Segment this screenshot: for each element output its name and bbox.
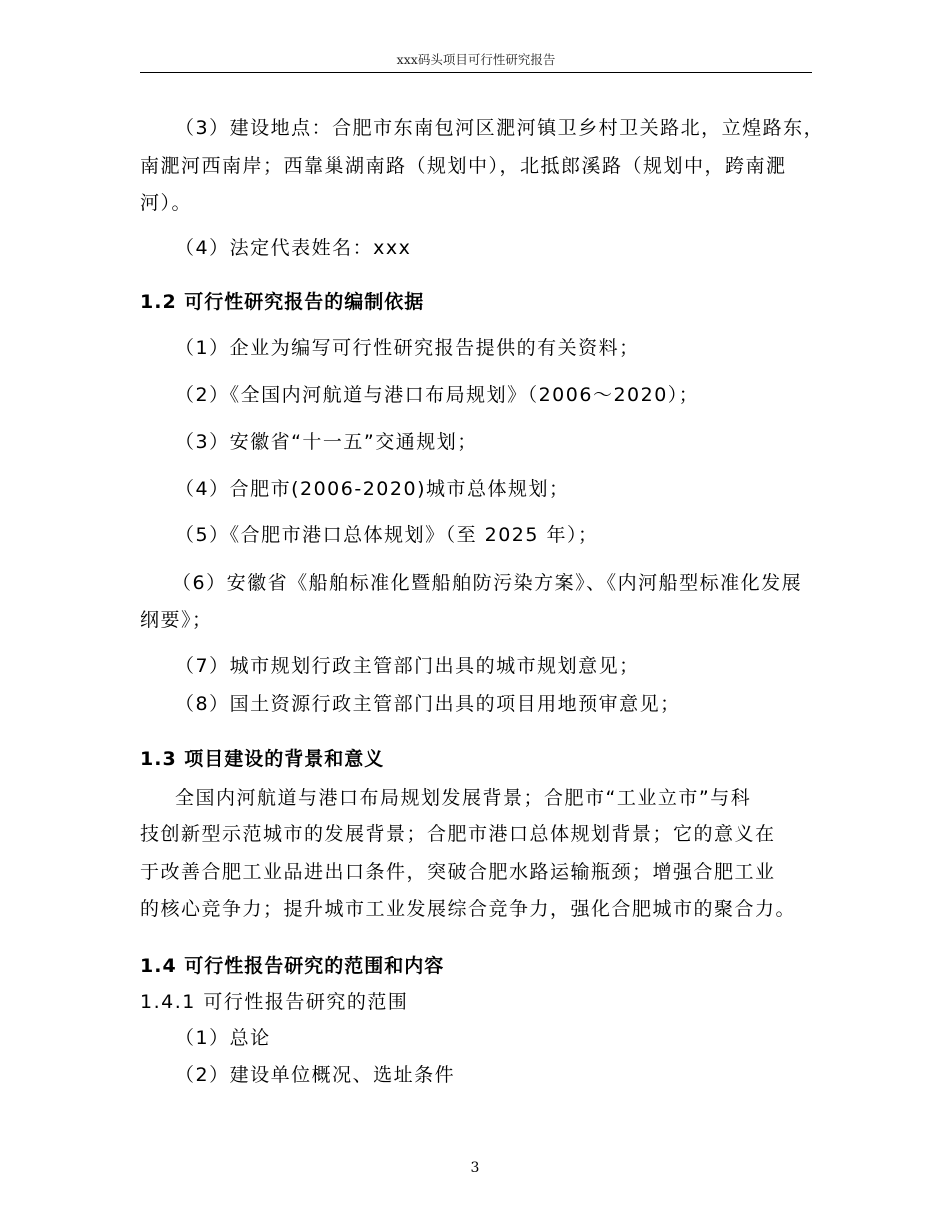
- heading-1-4: 1.4 可行性报告研究的范围和内容: [140, 955, 445, 977]
- background-line-1: 全国内河航道与港口布局规划发展背景；合肥市“工业立市”与科: [175, 787, 752, 809]
- heading-1-3: 1.3 项目建设的背景和意义: [140, 748, 385, 770]
- scope-item-1: （1）总论: [175, 1027, 271, 1049]
- basis-item-4: （4）合肥市(2006-2020)城市总体规划；: [175, 478, 570, 500]
- background-line-4: 的核心竞争力；提升城市工业发展综合竞争力，强化合肥城市的聚合力。: [140, 898, 797, 920]
- legal-rep: （4）法定代表姓名：xxx: [175, 237, 412, 259]
- basis-item-6-line-1: （6）安徽省《船舶标准化暨船舶防污染方案》、《内河船型标准化发展: [172, 572, 803, 594]
- basis-item-1: （1）企业为编写可行性研究报告提供的有关资料；: [175, 337, 640, 359]
- location-line-1: （3）建设地点：合肥市东南包河区淝河镇卫乡村卫关路北，立煌路东，: [175, 117, 825, 139]
- basis-item-2: （2）《全国内河航道与港口布局规划》（2006～2020）；: [175, 384, 700, 406]
- background-line-3: 于改善合肥工业品进出口条件，突破合肥水路运输瓶颈；增强合肥工业: [140, 861, 776, 883]
- basis-item-7: （7）城市规划行政主管部门出具的城市规划意见；: [175, 655, 640, 677]
- basis-item-3: （3）安徽省“十一五”交通规划；: [175, 431, 478, 453]
- header-rule: [140, 72, 812, 73]
- basis-item-6-line-2: 纲要》；: [140, 609, 213, 631]
- location-line-2: 南淝河西南岸；西靠巢湖南路（规划中），北抵郎溪路（规划中，跨南淝: [140, 155, 787, 177]
- heading-1-4-1: 1.4.1 可行性报告研究的范围: [140, 991, 409, 1013]
- location-line-3: 河）。: [140, 192, 193, 214]
- running-header: xxx码头项目可行性研究报告: [396, 52, 556, 67]
- background-line-2: 技创新型示范城市的发展背景；合肥市港口总体规划背景；它的意义在: [140, 823, 776, 845]
- basis-item-8: （8）国土资源行政主管部门出具的项目用地预审意见；: [175, 693, 681, 715]
- scope-item-2: （2）建设单位概况、选址条件: [175, 1064, 456, 1086]
- heading-1-2: 1.2 可行性研究报告的编制依据: [140, 291, 425, 313]
- basis-item-5: （5）《合肥市港口总体规划》（至 2025 年）；: [175, 524, 599, 546]
- page-number: 3: [470, 1160, 480, 1176]
